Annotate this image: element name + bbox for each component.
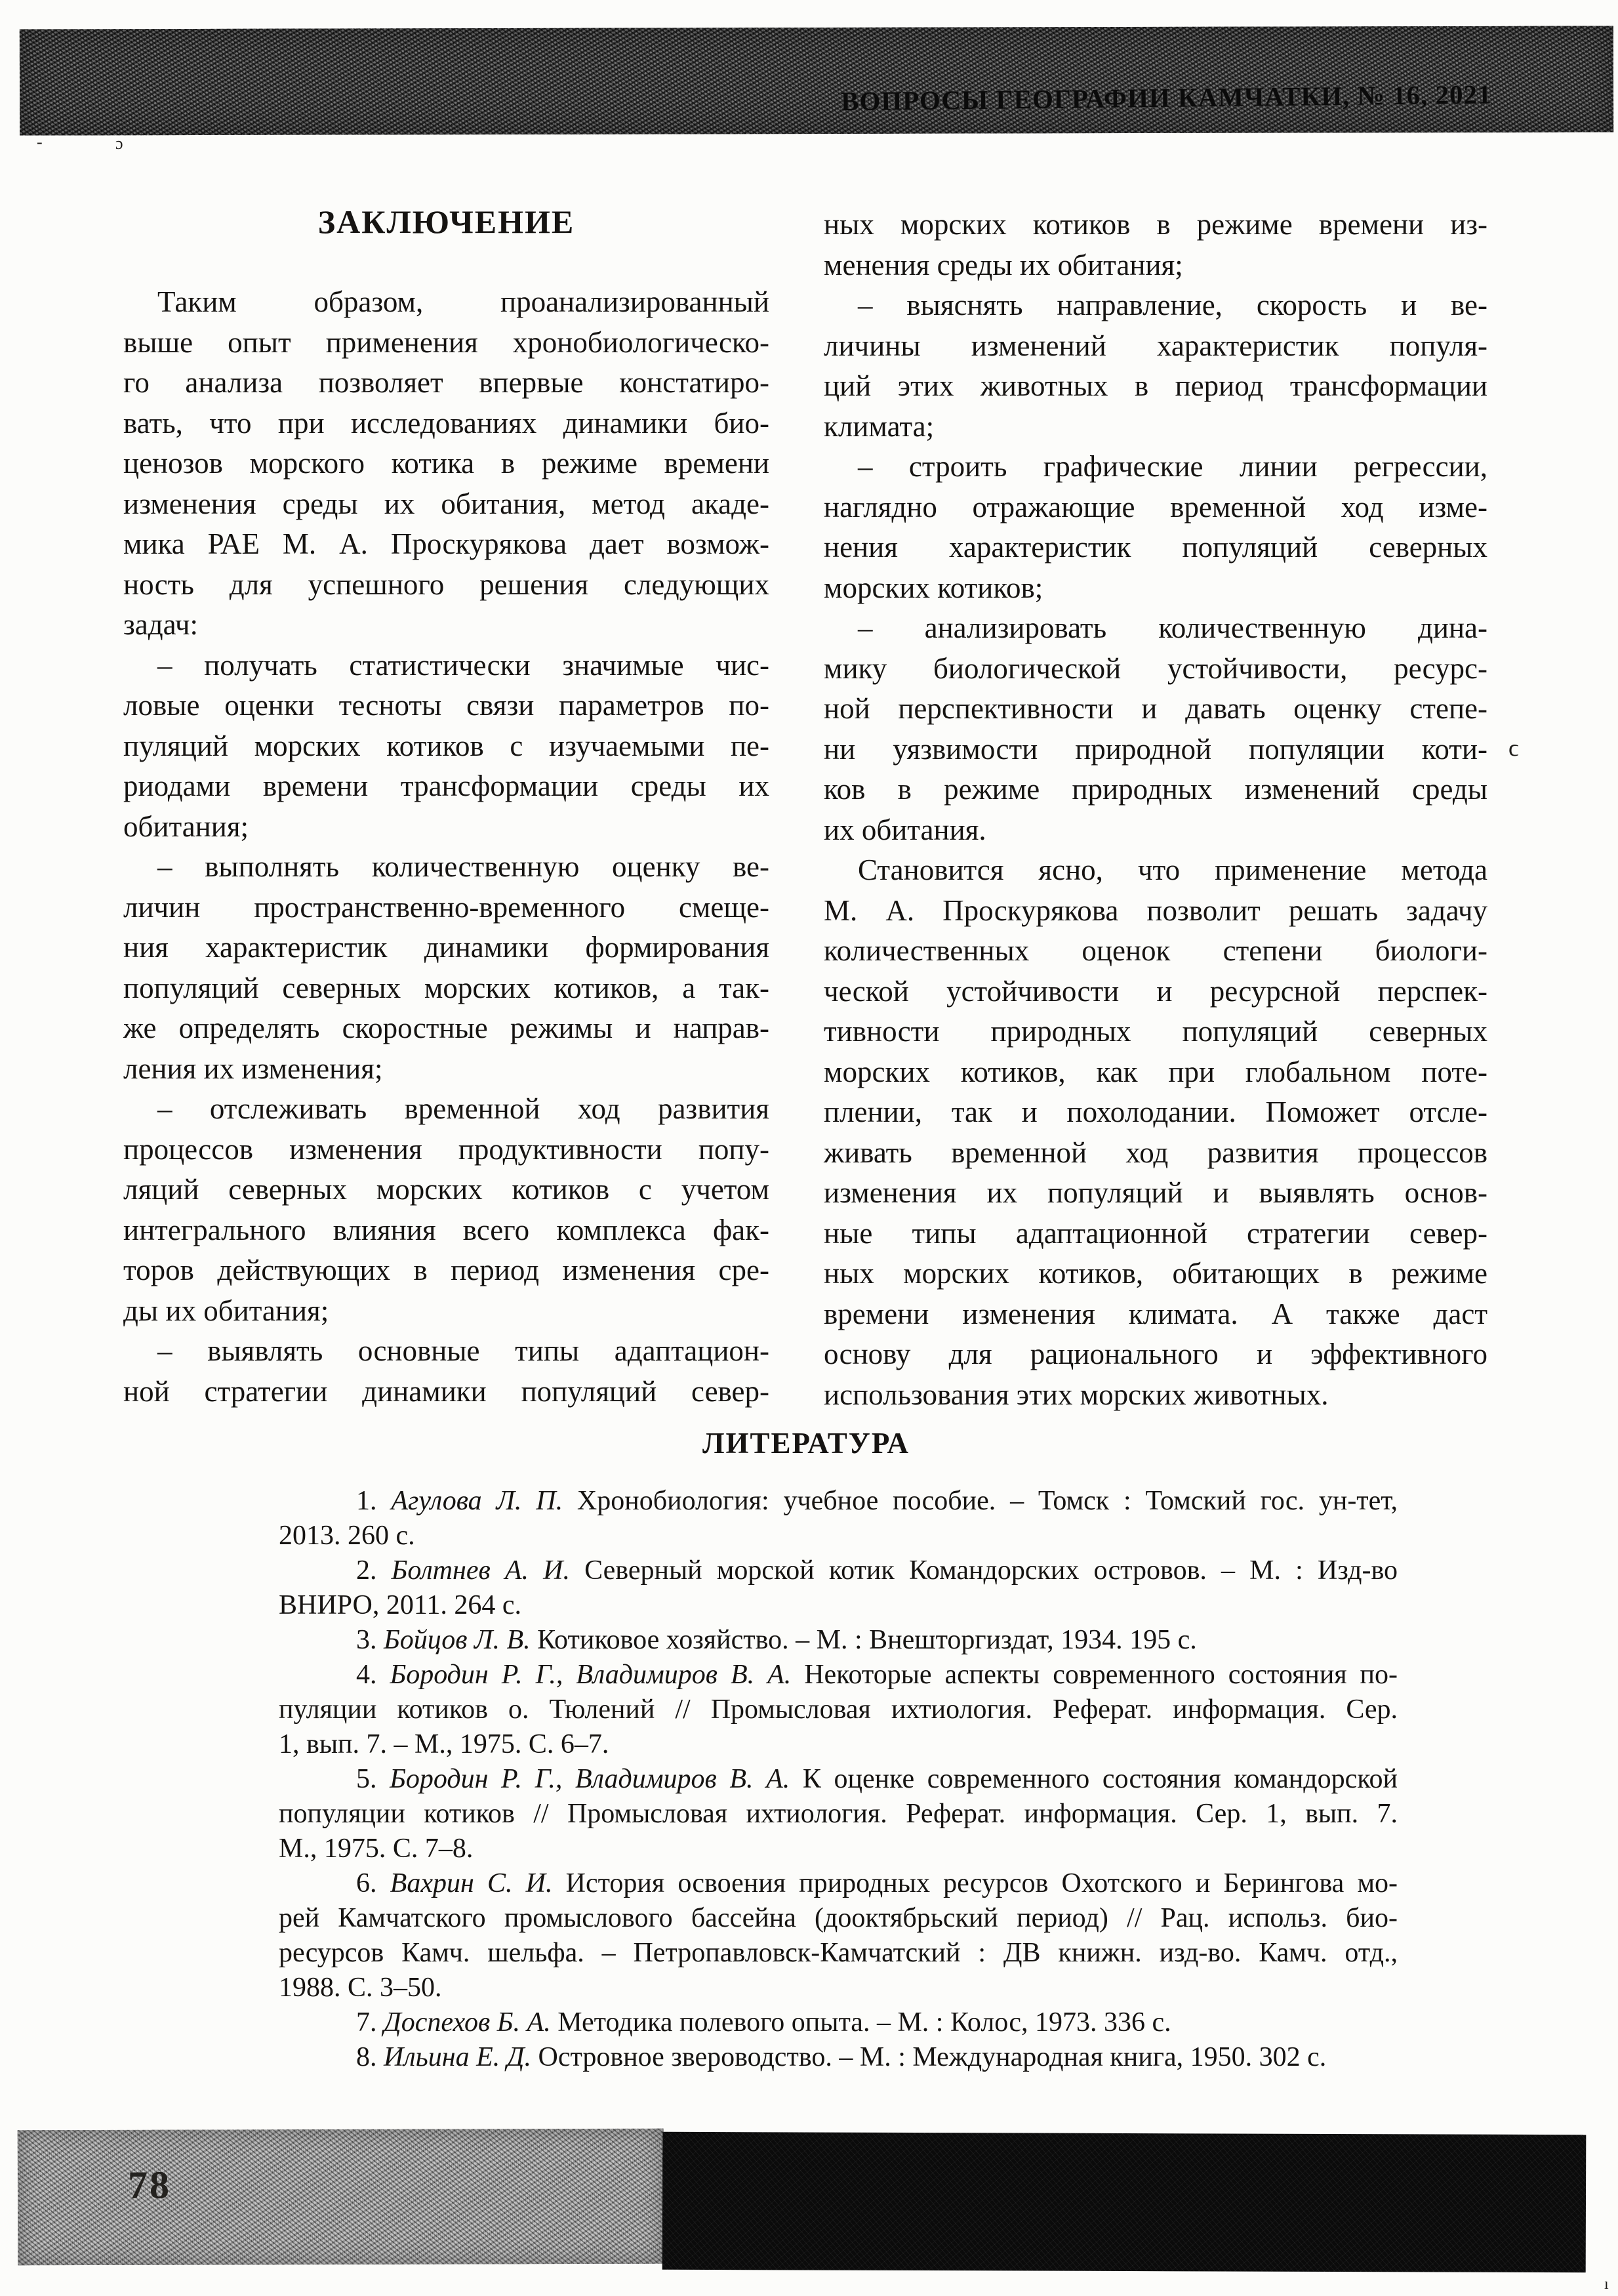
reference-text: Хронобиология: учебное пособие. – Томск : Томский гос. ун-тет, — [576, 1486, 1398, 1516]
reference-continuation-line: 1988. С. 3–50. — [279, 1973, 442, 2003]
reference-continuation-line: ВНИРО, 2011. 264 с. — [279, 1590, 521, 1620]
paragraph — [824, 205, 1487, 285]
reference-first-line — [279, 1484, 1398, 1519]
text-line: – анализировать количественную дина- — [858, 611, 1487, 644]
reference-number: 4. — [356, 1660, 390, 1690]
reference-authors: Агулова Л. П. — [391, 1486, 577, 1516]
text-line: ценозов морского котика в режиме времени — [123, 447, 769, 480]
text-line: ляций северных морских котиков с учетом — [123, 1173, 769, 1206]
text-line: климата; — [824, 409, 935, 443]
reference-number: 2. — [356, 1555, 392, 1586]
text-line: торов действующих в период изменения сре- — [123, 1254, 769, 1286]
reference-item — [279, 1553, 1398, 1623]
left-column-text — [123, 282, 769, 1412]
text-line: количественных оценок степени биологи- — [824, 934, 1487, 967]
text-line: пуляций морских котиков с изучаемыми пе- — [123, 729, 769, 762]
reference-item — [279, 1484, 1398, 1553]
reference-first-line — [279, 1866, 1398, 1901]
reference-number: 8. — [356, 2042, 384, 2072]
paragraph — [824, 608, 1487, 850]
text-line: тивности природных популяций северных — [824, 1015, 1487, 1048]
paragraph — [123, 1331, 769, 1412]
reference-authors: Ильина Е. Д. — [384, 2042, 538, 2072]
text-line: Становится ясно, что применение метода — [858, 853, 1487, 886]
text-line: – строить графические линии регрессии, — [858, 450, 1487, 483]
reference-continuation-line: М., 1975. С. 7–8. — [279, 1834, 474, 1864]
text-line: ления их изменения; — [123, 1052, 383, 1085]
reference-authors: Бойцов Л. В. — [384, 1625, 538, 1655]
conclusion-left-column — [123, 202, 769, 1412]
reference-first-line — [279, 1623, 1398, 1658]
header-scan-band — [20, 26, 1613, 135]
reference-first-line — [279, 1553, 1398, 1588]
text-line: популяций северных морских котиков, а так- — [123, 971, 769, 1004]
reference-first-line — [279, 2040, 1398, 2075]
reference-text: Методика полевого опыта. – М. : Колос, 1973. 336 с. — [557, 2007, 1171, 2038]
text-line: ной перспективности и давать оценку степе- — [824, 692, 1487, 725]
text-line: нения характеристик популяций северных — [824, 531, 1487, 564]
reference-text: Некоторые аспекты современного состояния по- — [804, 1660, 1398, 1690]
text-line: их обитания. — [824, 813, 986, 846]
paragraph — [824, 447, 1487, 608]
text-line: ных морских котиков в режиме времени из- — [824, 208, 1487, 241]
footer-scan-band — [18, 2129, 664, 2266]
reference-item — [279, 2005, 1398, 2040]
reference-text: Северный морской котик Командорских островов. – М. : Изд-во — [584, 1555, 1398, 1586]
scan-artifact-mark: - — [37, 133, 43, 152]
text-line: менения среды их обитания; — [824, 248, 1183, 281]
paragraph — [123, 646, 769, 848]
text-line: М. А. Проскурякова позволит решать задачу — [824, 893, 1487, 927]
text-line: – выявлять основные типы адаптацион- — [157, 1334, 769, 1367]
scan-artifact-mark: ϲ — [1508, 735, 1519, 761]
text-line: ды их обитания; — [123, 1294, 329, 1327]
text-line: обитания; — [123, 810, 249, 843]
reference-continuation-line: пуляции котиков о. Тюлений // Промысловая ихтиология. Реферат. информация. Сер. — [279, 1694, 1398, 1725]
scan-artifact-mark: ı — [1604, 2276, 1609, 2293]
paragraph — [123, 847, 769, 1089]
text-line: – отслеживать временной ход развития — [157, 1092, 769, 1125]
text-line: го анализа позволяет впервые констатиро- — [123, 366, 769, 399]
reference-number: 5. — [356, 1764, 390, 1794]
text-line: вать, что при исследованиях динамики био- — [123, 406, 769, 440]
reference-number: 3. — [356, 1625, 384, 1655]
reference-authors: Болтнев А. И. — [391, 1555, 585, 1586]
text-line: изменения среды их обитания, метод акаде- — [123, 487, 769, 520]
text-line: ни уязвимости природной популяции коти- — [824, 732, 1487, 766]
reference-item — [279, 2040, 1398, 2075]
text-line: процессов изменения продуктивности попу- — [123, 1132, 769, 1166]
reference-authors: Доспехов Б. А. — [384, 2007, 558, 2038]
reference-number: 6. — [356, 1868, 390, 1898]
reference-authors: Бородин Р. Г., Владимиров В. А. — [390, 1764, 803, 1794]
paragraph — [824, 285, 1487, 447]
text-line: времени изменения климата. А также даст — [824, 1297, 1487, 1330]
text-line: ные типы адаптационной стратегии север- — [824, 1216, 1487, 1250]
reference-text: К оценке современного состояния командорской — [802, 1764, 1398, 1794]
text-line: морских котиков; — [824, 571, 1043, 604]
text-line: плении, так и похолодании. Поможет отсле- — [824, 1096, 1487, 1128]
text-line: же определять скоростные режимы и направ- — [123, 1012, 769, 1044]
reference-continuation-line: популяции котиков // Промысловая ихтиология. Реферат. информация. Сер. 1, вып. 7. — [279, 1799, 1398, 1829]
paragraph — [123, 282, 769, 646]
reference-continuation-line: 1, вып. 7. – М., 1975. С. 6–7. — [279, 1729, 609, 1759]
text-line: Таким образом, проанализированный — [157, 285, 769, 318]
reference-item — [279, 1658, 1398, 1762]
reference-first-line — [279, 2005, 1398, 2040]
literature-heading: ЛИТЕРАТУРА — [702, 1427, 910, 1460]
text-line: мика РАЕ М. А. Проскурякова дает возмож- — [123, 527, 769, 560]
reference-continuation-line: 2013. 260 с. — [279, 1521, 415, 1551]
text-line: – выполнять количественную оценку ве- — [157, 850, 769, 883]
text-line: наглядно отражающие временной ход изме- — [824, 490, 1487, 523]
reference-item — [279, 1623, 1398, 1658]
text-line: задач: — [123, 608, 198, 641]
reference-number: 7. — [356, 2007, 384, 2038]
text-line: личин пространственно-временного смеще- — [123, 890, 769, 924]
references-list — [279, 1484, 1398, 2075]
paragraph — [824, 850, 1487, 1415]
reference-item — [279, 1866, 1398, 2005]
text-line: – выяснять направление, скорость и ве- — [858, 289, 1487, 321]
conclusion-right-column — [824, 205, 1487, 1415]
text-line: ния характеристик динамики формирования — [123, 931, 769, 964]
reference-first-line — [279, 1762, 1398, 1797]
page-number: 78 — [127, 2163, 172, 2207]
reference-continuation-line: ресурсов Камч. шельфа. – Петропавловск-Камчатский : ДВ книжн. изд-во. Камч. отд., — [279, 1938, 1398, 1968]
text-line: ность для успешного решения следующих — [123, 567, 769, 601]
text-line: изменения их популяций и выявлять основ- — [824, 1176, 1487, 1209]
footer-black-band — [662, 2132, 1587, 2272]
text-line: риодами времени трансформации среды их — [123, 769, 769, 802]
text-line: выше опыт применения хронобиологическо- — [123, 325, 769, 359]
reference-text: История освоения природных ресурсов Охотского и Берингова мо- — [565, 1868, 1398, 1898]
reference-first-line — [279, 1658, 1398, 1692]
text-line: личины изменений характеристик популя- — [824, 329, 1487, 362]
text-line: ций этих животных в период трансформации — [824, 369, 1487, 402]
scan-artifact-mark: ɔ — [115, 134, 123, 153]
paragraph — [123, 1089, 769, 1331]
reference-authors: Вахрин С. И. — [390, 1868, 566, 1898]
reference-number: 1. — [356, 1486, 392, 1516]
text-line: ческой устойчивости и ресурсной перспек- — [824, 974, 1487, 1008]
text-line: ков в режиме природных изменений среды — [824, 773, 1487, 806]
text-line: живать временной ход развития процессов — [824, 1136, 1487, 1169]
text-line: ной стратегии динамики популяций север- — [123, 1374, 769, 1408]
reference-continuation-line: рей Камчатского промыслового бассейна (дооктябрьский период) // Рац. использ. био- — [279, 1903, 1398, 1933]
text-line: основу для рационального и эффективного — [824, 1338, 1487, 1370]
text-line: ных морских котиков, обитающих в режиме — [824, 1257, 1487, 1290]
journal-title: ВОПРОСЫ ГЕОГРАФИИ КАМЧАТКИ, № 16, 2021 — [840, 79, 1492, 117]
reference-item — [279, 1762, 1398, 1866]
text-line: морских котиков, как при глобальном поте- — [824, 1055, 1487, 1088]
reference-text: Островное звероводство. – М. : Международная книга, 1950. 302 с. — [538, 2042, 1327, 2072]
reference-authors: Бородин Р. Г., Владимиров В. А. — [390, 1660, 805, 1690]
text-line: – получать статистически значимые чис- — [157, 648, 769, 682]
conclusion-heading: ЗАКЛЮЧЕНИЕ — [317, 203, 575, 240]
text-line: интегрального влияния всего комплекса фак- — [123, 1213, 769, 1246]
text-line: мику биологической устойчивости, ресурс- — [824, 651, 1487, 685]
text-line: ловые оценки тесноты связи параметров по- — [123, 689, 769, 722]
text-line: использования этих морских животных. — [824, 1378, 1329, 1411]
reference-text: Котиковое хозяйство. – М. : Внешторгиздат, 1934. 195 с. — [537, 1625, 1197, 1655]
